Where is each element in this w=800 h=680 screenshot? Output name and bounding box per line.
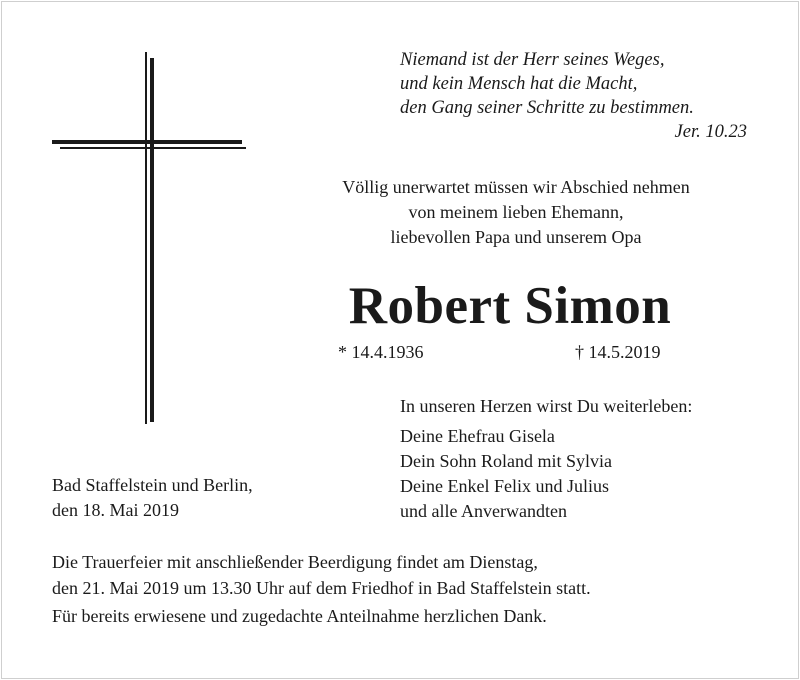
intro-line: von meinem lieben Ehemann, [408, 202, 624, 222]
funeral-notice [52, 549, 591, 601]
verse-line: den Gang seiner Schritte zu bestimmen. [400, 98, 694, 118]
verse-reference: Jer. 10.23 [674, 122, 747, 142]
place-and-date [52, 473, 253, 523]
family-member: und alle Anverwandten [400, 501, 567, 521]
verse-line: Niemand ist der Herr seines Weges, [400, 50, 665, 70]
family-list [400, 424, 612, 524]
thanks-line: Für bereits erwiesene und zugedachte Anteilnahme herzlichen Dank. [52, 606, 547, 626]
cross-icon [52, 52, 246, 424]
death-date: † 14.5.2019 [575, 342, 661, 362]
verse-line: und kein Mensch hat die Macht, [400, 74, 638, 94]
intro-text [296, 175, 736, 250]
notice-line: Die Trauerfeier mit anschließender Beerdigung findet am Dienstag, [52, 552, 538, 572]
intro-line: Völlig unerwartet müssen wir Abschied nehmen [342, 177, 690, 197]
family-member: Deine Enkel Felix und Julius [400, 476, 609, 496]
family-member: Dein Sohn Roland mit Sylvia [400, 451, 613, 471]
intro-line: liebevollen Papa und unserem Opa [390, 227, 642, 247]
family-member: Deine Ehefrau Gisela [400, 426, 555, 446]
bible-verse [380, 48, 750, 144]
notice-line: den 21. Mai 2019 um 13.30 Uhr auf dem Friedhof in Bad Staffelstein statt. [52, 578, 591, 598]
memory-line: In unseren Herzen wirst Du weiterleben: [400, 396, 693, 416]
birth-date: * 14.4.1936 [338, 342, 424, 362]
date: den 18. Mai 2019 [52, 500, 179, 520]
deceased-name: Robert Simon [348, 277, 672, 335]
place: Bad Staffelstein und Berlin, [52, 475, 253, 495]
